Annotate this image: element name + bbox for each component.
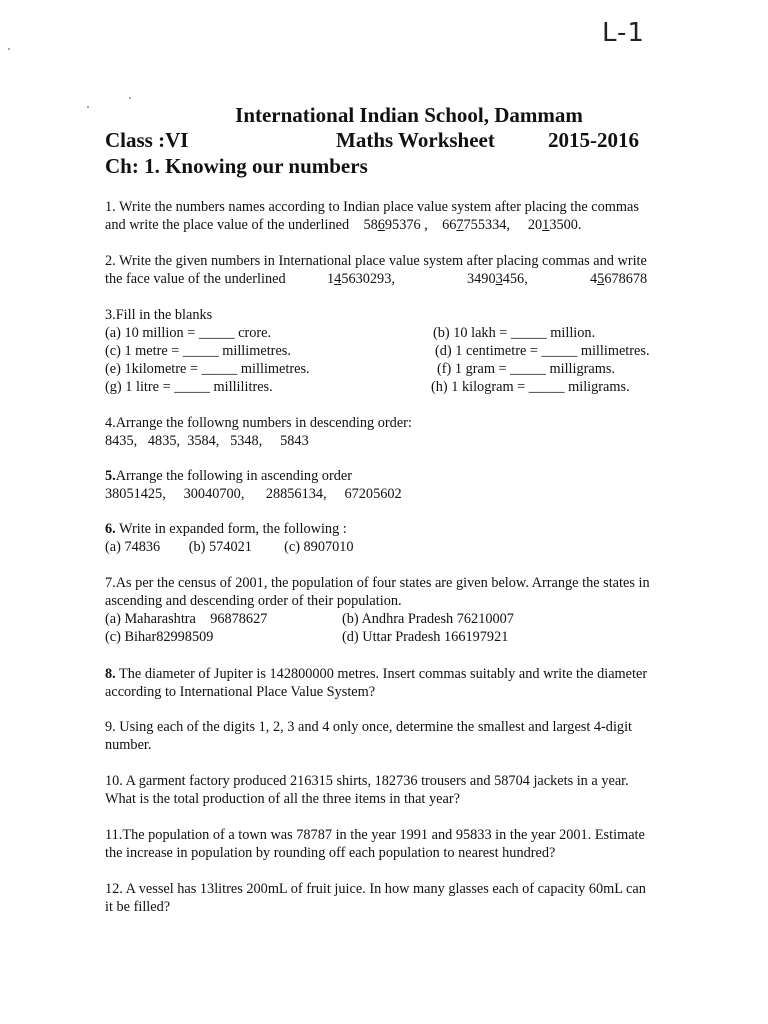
fill-blank-b: (b) 10 lakh = _____ million. (433, 325, 596, 341)
q1-number-2: 667755334, (442, 217, 510, 233)
corner-mark: L-1 (602, 18, 645, 48)
question-12-line-1: 12. A vessel has 13litres 200mL of fruit juice. In how many glasses each of capacity 60mL can (105, 881, 646, 897)
question-6 (105, 520, 695, 556)
fill-blank-g: (g) 1 litre = _____ millilitres. (105, 379, 273, 395)
question-11-line-1: 11.The population of a town was 78787 in the year 1991 and 95833 in the year 2001. Estimate (105, 827, 645, 843)
question-7 (105, 574, 695, 646)
question-9-line-1: 9. Using each of the digits 1, 2, 3 and 4 only once, determine the smallest and largest 4-digit (105, 719, 633, 735)
chapter-title: Ch: 1. Knowing our numbers (105, 154, 368, 178)
fill-blank-e: (e) 1kilometre = _____ millimetres. (105, 361, 310, 377)
question-3-title: 3.Fill in the blanks (105, 307, 213, 323)
q2-number-2: 34903456, (467, 271, 528, 287)
fill-blank-h: (h) 1 kilogram = _____ miligrams. (431, 379, 630, 395)
school-title: International Indian School, Dammam (235, 103, 583, 127)
state-item-d: (d) Uttar Pradesh 166197921 (342, 629, 509, 645)
question-4-numbers: 8435, 4835, 3584, 5348, 5843 (105, 433, 309, 449)
worksheet-subject: Maths Worksheet (336, 128, 495, 152)
academic-year: 2015-2016 (548, 128, 639, 152)
question-4 (105, 414, 695, 450)
question-8-line-1: 8. The diameter of Jupiter is 142800000 metres. Insert commas suitably and write the diameter (105, 666, 648, 682)
state-item-c: (c) Bihar82998509 (105, 629, 214, 645)
question-11 (105, 826, 695, 862)
question-3 (105, 306, 695, 396)
question-12-line-2: it be filled? (105, 899, 171, 915)
question-2-line-1: 2. Write the given numbers in International place value system after placing commas and write (105, 253, 647, 269)
question-8 (105, 665, 695, 701)
question-10-line-2: What is the total production of all the three items in that year? (105, 791, 460, 807)
fill-blank-f: (f) 1 gram = _____ milligrams. (437, 361, 616, 377)
question-6-title: 6. Write in expanded form, the following : (105, 521, 347, 537)
scan-speck (129, 97, 131, 99)
question-12 (105, 880, 695, 916)
question-1-line-1: 1. Write the numbers names according to Indian place value system after placing the commas (105, 199, 639, 215)
question-2-line-2: the face value of the underlined 145630293, 34903456, 45678678 (105, 271, 648, 287)
question-5 (105, 467, 695, 503)
fill-blank-c: (c) 1 metre = _____ millimetres. (105, 343, 291, 359)
q2-number-1: 145630293, (327, 271, 395, 287)
question-7-line-1: 7.As per the census of 2001, the population of four states are given below. Arrange the states in (105, 575, 650, 591)
q1-number-1: 58695376 , (363, 217, 428, 233)
question-2 (105, 252, 695, 288)
scan-speck (8, 48, 10, 50)
question-5-numbers: 38051425, 30040700, 28856134, 67205602 (105, 486, 402, 502)
state-item-b: (b) Andhra Pradesh 76210007 (342, 611, 514, 627)
question-4-title: 4.Arrange the followng numbers in descending order: (105, 415, 412, 431)
question-10 (105, 772, 695, 808)
q2-number-3: 45678678 (590, 271, 648, 287)
question-8-line-2: according to International Place Value System? (105, 684, 376, 700)
question-1 (105, 198, 695, 234)
question-5-title: 5.Arrange the following in ascending order (105, 468, 352, 484)
class-label: Class :VI (105, 128, 189, 152)
state-item-a: (a) Maharashtra 96878627 (105, 611, 268, 627)
fill-blank-a: (a) 10 million = _____ crore. (105, 325, 272, 341)
question-11-line-2: the increase in population by rounding off each population to nearest hundred? (105, 845, 556, 861)
q1-number-3: 2013500. (527, 217, 582, 233)
fill-blank-d: (d) 1 centimetre = _____ millimetres. (435, 343, 650, 359)
question-10-line-1: 10. A garment factory produced 216315 shirts, 182736 trousers and 58704 jackets in a year. (105, 773, 629, 789)
question-7-line-2: ascending and descending order of their population. (105, 593, 402, 609)
question-9 (105, 718, 695, 754)
question-9-line-2: number. (105, 737, 152, 753)
question-1-line-2: and write the place value of the underlined 58695376 , 667755334, 2013500. (105, 217, 582, 233)
question-6-items: (a) 74836 (b) 574021 (c) 8907010 (105, 539, 354, 555)
